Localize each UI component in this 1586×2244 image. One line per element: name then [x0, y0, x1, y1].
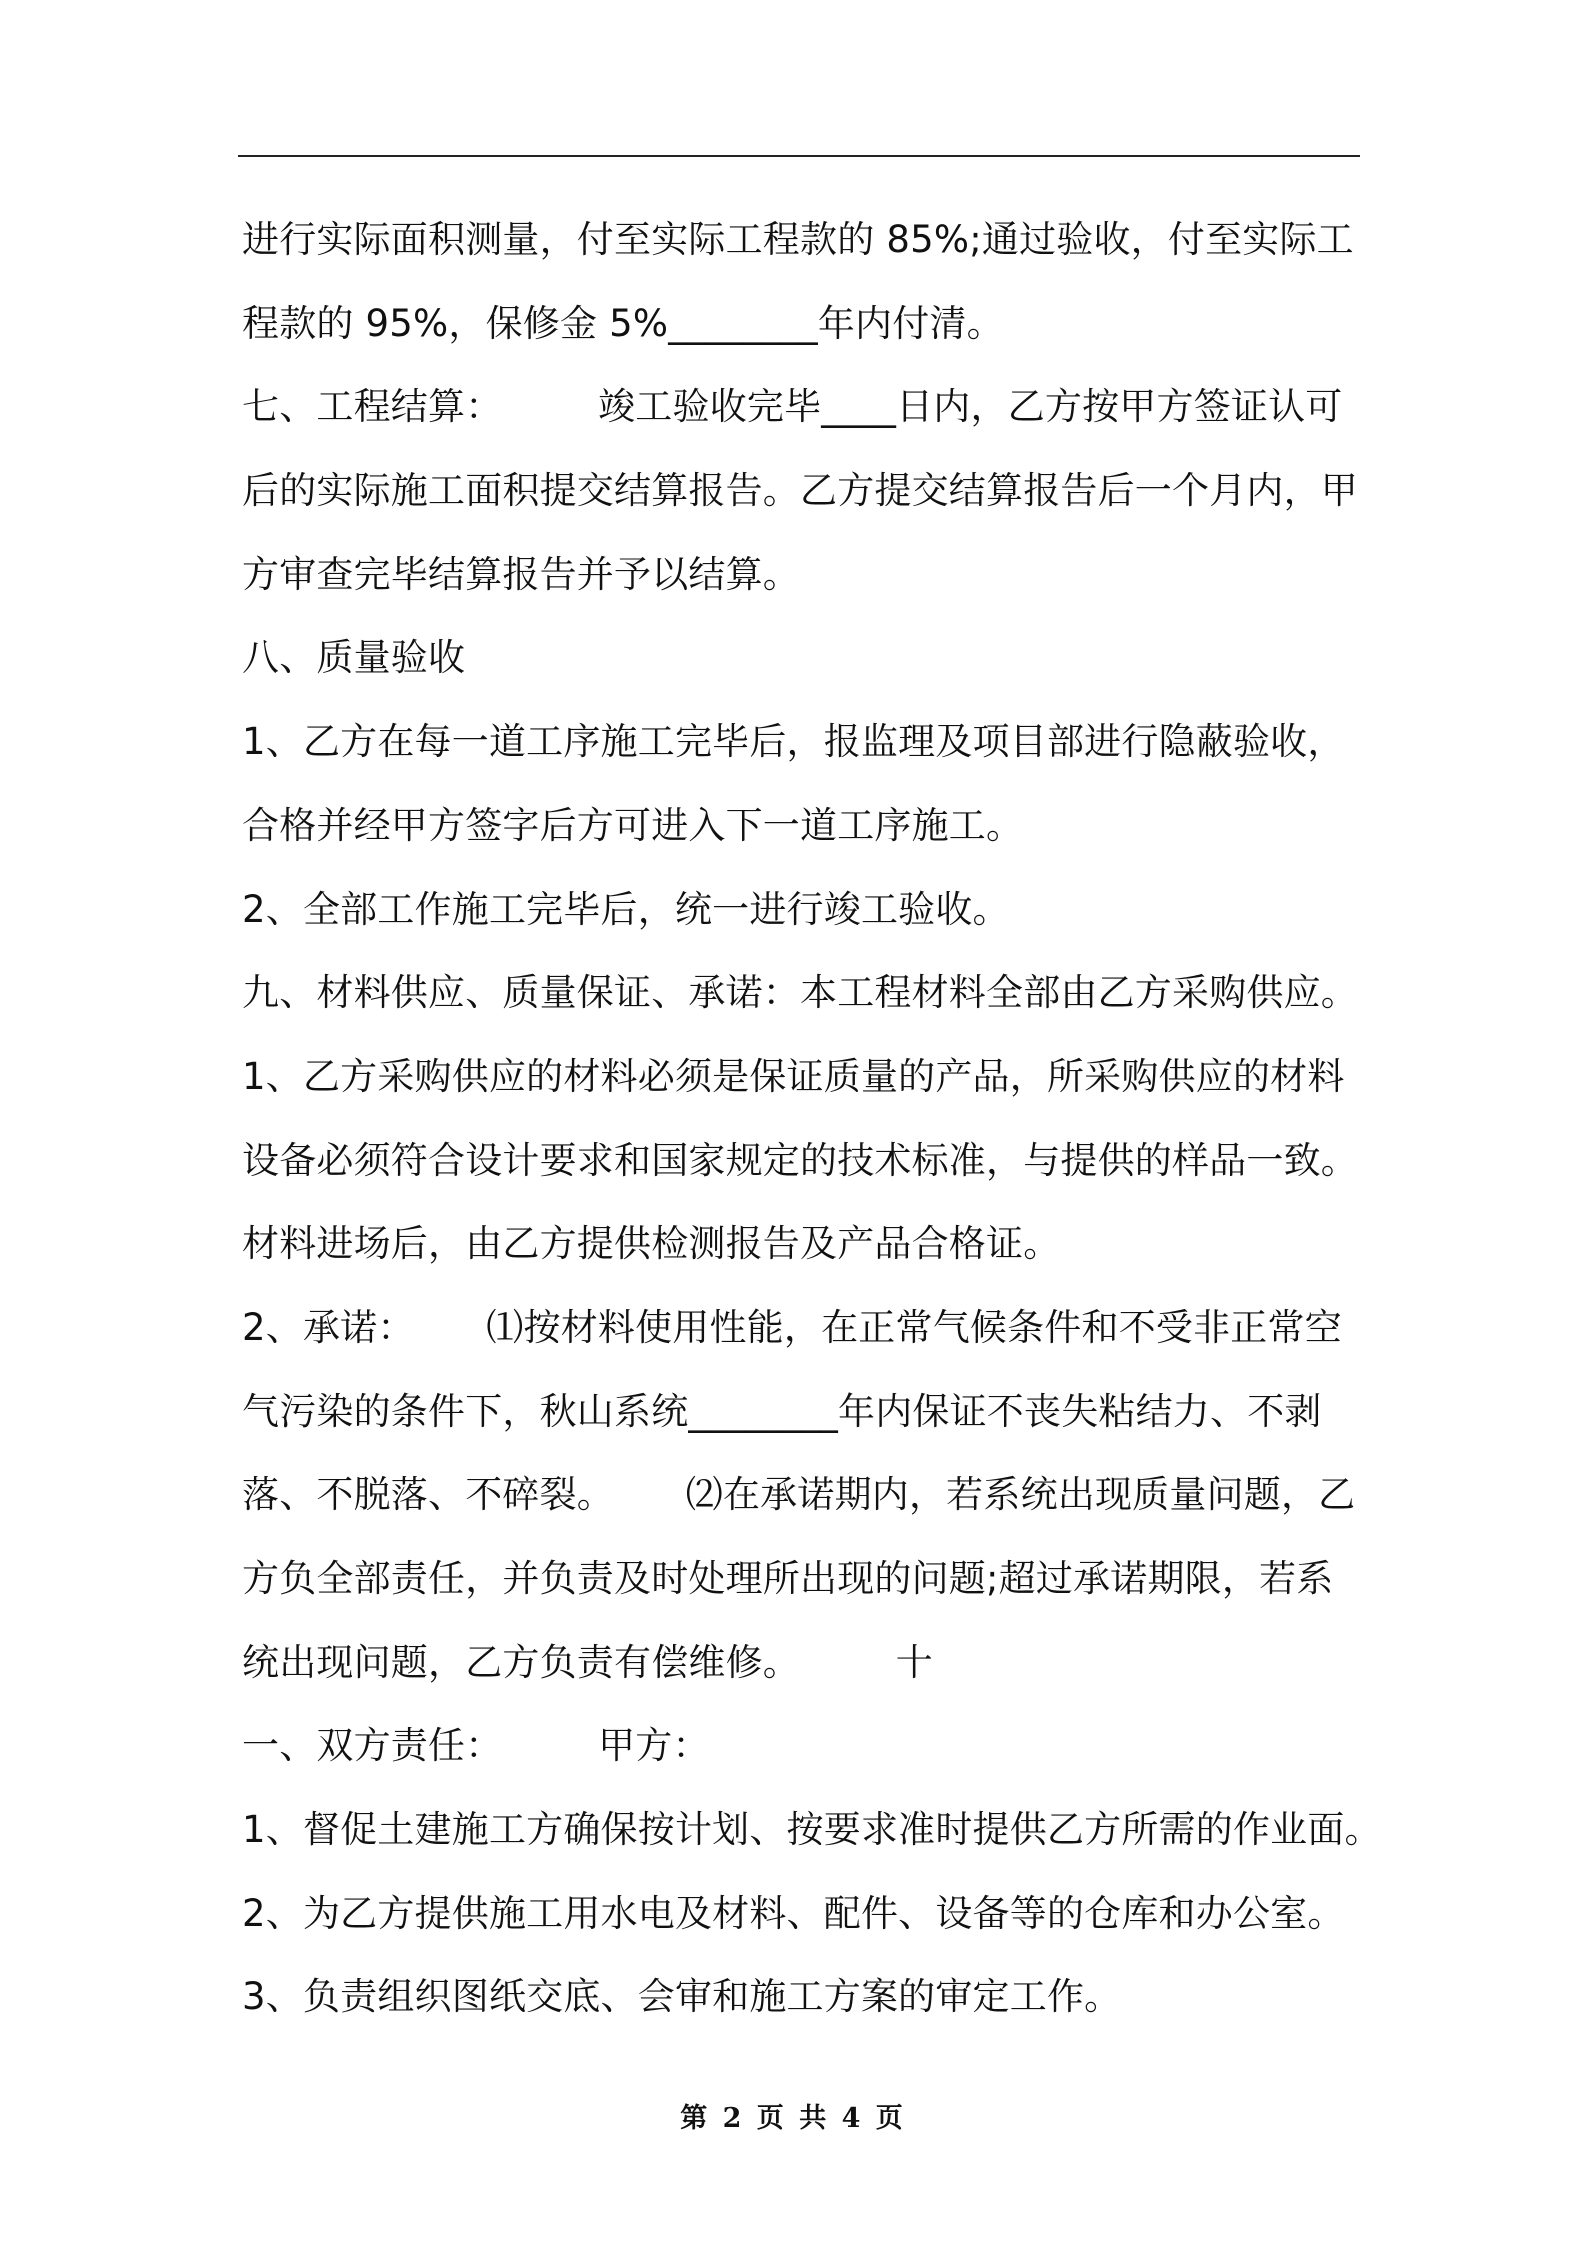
text-line: 2、全部工作施工完毕后，统一进行竣工验收。	[242, 887, 1010, 931]
text-line: 后的实际施工面积提交结算报告。乙方提交结算报告后一个月内，甲	[242, 469, 1358, 513]
text-line: 方审查完毕结算报告并予以结算。	[242, 552, 800, 596]
text-line: 七、工程结算： 竣工验收完毕____日内，乙方按甲方签证认可	[242, 385, 1343, 429]
page-number-footer: 第 2 页 共 4 页	[680, 2103, 906, 2134]
text-line: 1、督促土建施工方确保按计划、按要求准时提供乙方所需的作业面。	[242, 1808, 1382, 1852]
text-line: 气污染的条件下，秋山系统________年内保证不丧失粘结力、不剥	[242, 1389, 1322, 1433]
document-body	[242, 198, 1382, 2039]
text-line: 统出现问题，乙方负责有偿维修。 十	[242, 1640, 933, 1684]
text-line: 合格并经甲方签字后方可进入下一道工序施工。	[242, 803, 1024, 847]
text-line: 落、不脱落、不碎裂。 ⑵在承诺期内，若系统出现质量问题，乙	[242, 1473, 1356, 1517]
text-line: 2、承诺： ⑴按材料使用性能，在正常气候条件和不受非正常空	[242, 1305, 1342, 1349]
text-line: 一、双方责任： 甲方：	[242, 1724, 710, 1768]
text-line: 3、负责组织图纸交底、会审和施工方案的审定工作。	[242, 1975, 1122, 2019]
text-line: 方负全部责任，并负责及时处理所出现的问题;超过承诺期限，若系	[242, 1557, 1334, 1600]
text-line: 进行实际面积测量，付至实际工程款的 85%;通过验收，付至实际工	[242, 218, 1354, 261]
header-rule	[238, 155, 1360, 157]
text-line: 2、为乙方提供施工用水电及材料、配件、设备等的仓库和办公室。	[242, 1891, 1345, 1935]
text-line: 程款的 95%，保修金 5%________年内付清。	[242, 301, 1004, 345]
text-line: 材料进场后，由乙方提供检测报告及产品合格证。	[242, 1222, 1061, 1266]
section-heading: 八、质量验收	[242, 636, 466, 680]
text-line: 1、乙方采购供应的材料必须是保证质量的产品，所采购供应的材料	[242, 1054, 1345, 1098]
text-line: 1、乙方在每一道工序施工完毕后，报监理及项目部进行隐蔽验收，	[242, 720, 1345, 764]
text-line: 九、材料供应、质量保证、承诺：本工程材料全部由乙方采购供应。	[242, 971, 1358, 1015]
text-line: 设备必须符合设计要求和国家规定的技术标准，与提供的样品一致。	[242, 1138, 1358, 1182]
